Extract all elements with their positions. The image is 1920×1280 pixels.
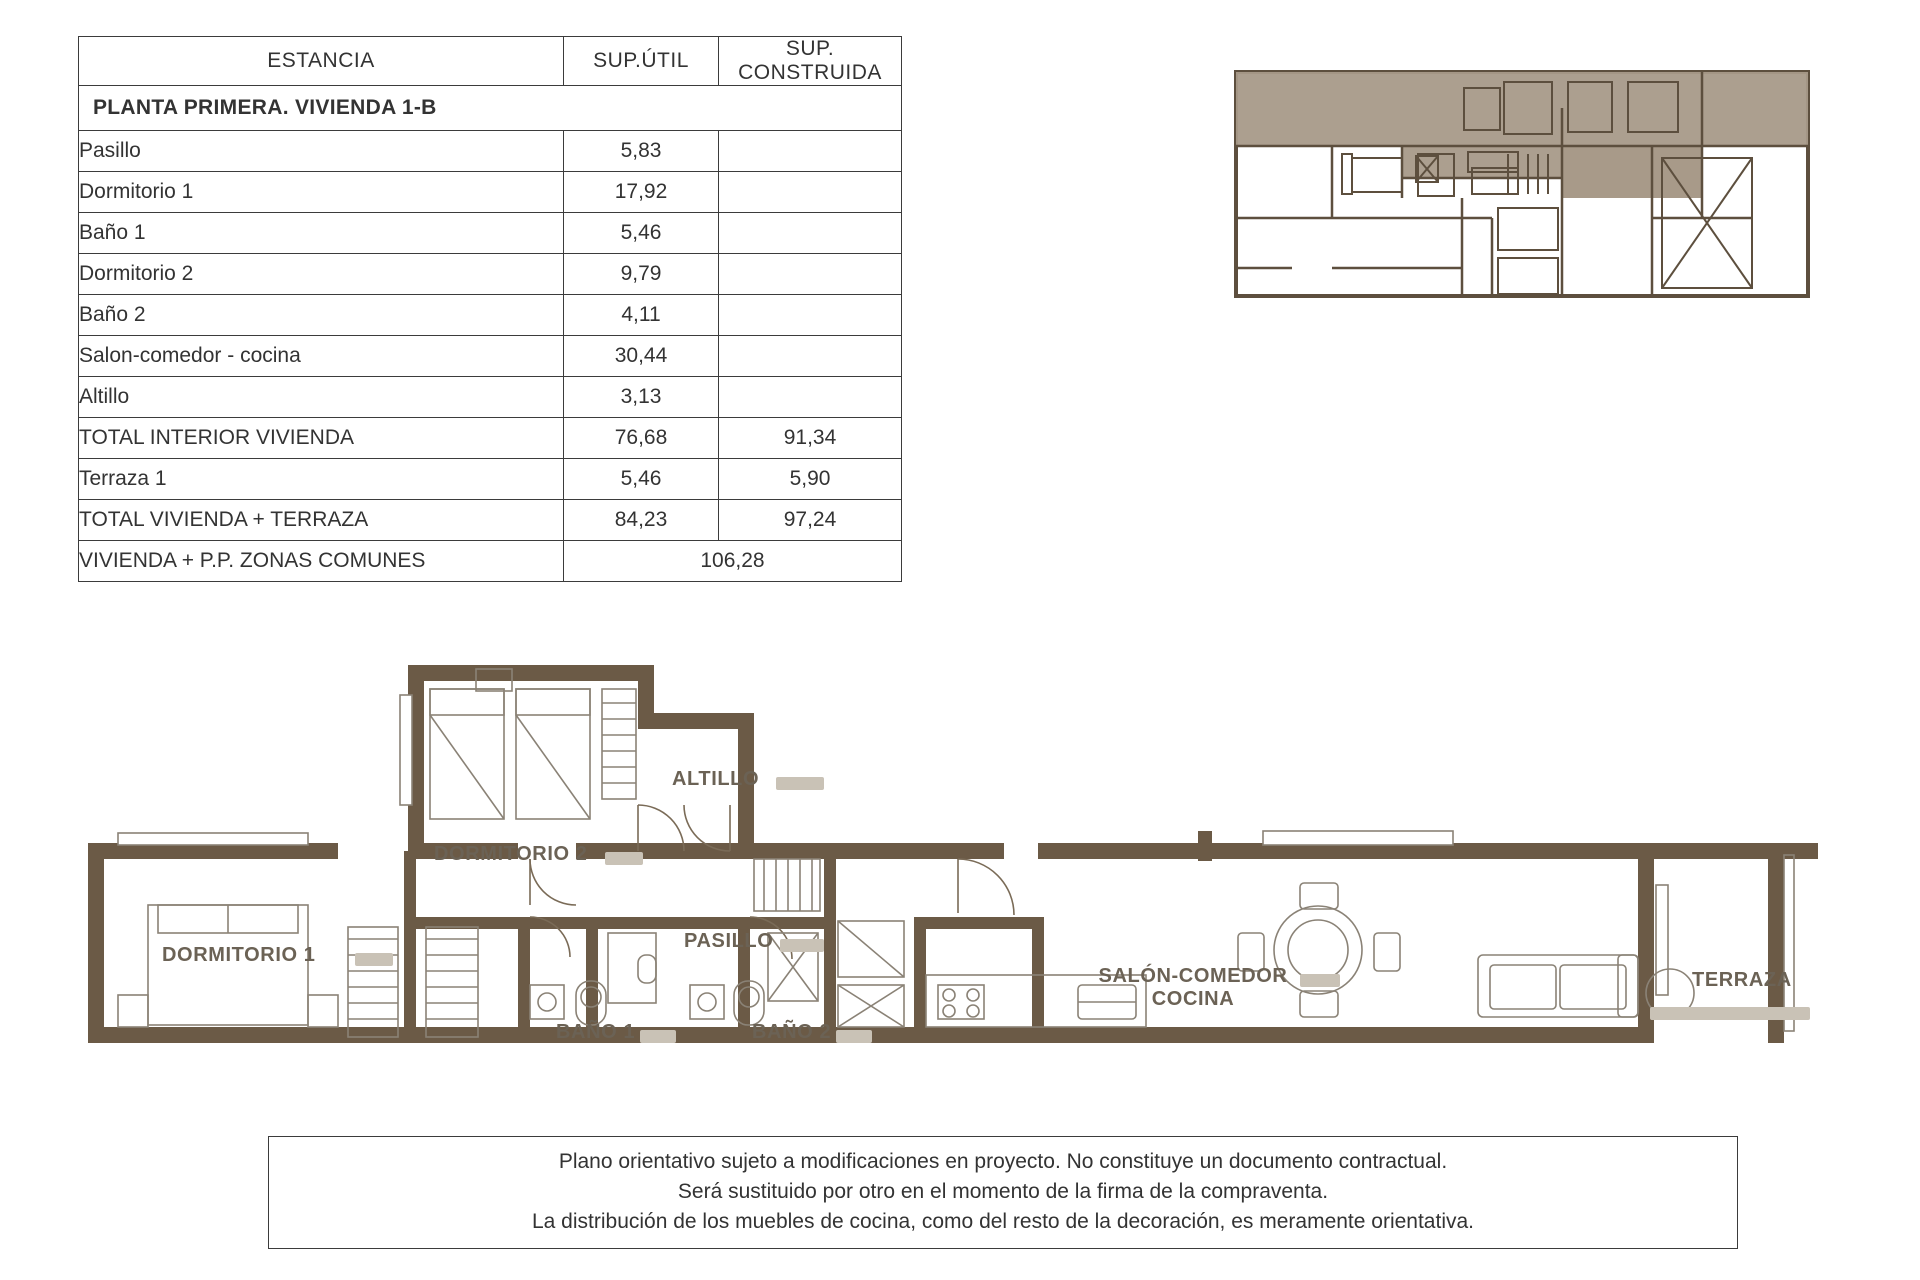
bano-1-text: BAÑO 1 [556,1021,636,1043]
row-sup-util: 4,11 [564,295,719,336]
row-sup-construida: 97,24 [719,500,902,541]
room-label-salon-comedor-cocina [1068,965,1318,1011]
row-sup-util: 17,92 [564,172,719,213]
floor-plan-diagram [78,655,1878,1155]
pasillo-leader [780,939,824,952]
table-header-row [79,37,902,86]
table-row [79,254,902,295]
table-row-zonas-comunes [79,541,902,582]
row-label: Pasillo [79,131,564,172]
key-plan-diagram [1232,68,1812,328]
row-sup-construida [719,295,902,336]
sup-construida-line-2: CONSTRUIDA [738,61,882,85]
row-label: Dormitorio 1 [79,172,564,213]
disclaimer-line-2: Será sustituido por otro en el momento de la firma de la compraventa. [677,1179,1329,1203]
row-sup-util: 76,68 [564,418,719,459]
room-label-dormitorio-1 [162,944,316,967]
row-sup-construida: 91,34 [719,418,902,459]
room-label-bano-1 [556,1021,635,1044]
table-row-total-interior [79,418,902,459]
room-label-pasillo [684,930,773,953]
row-label: Salon-comedor - cocina [79,336,564,377]
altillo-leader [776,777,824,790]
row-sup-construida [719,131,902,172]
salon-line-1: SALÓN-COMEDOR [1098,965,1288,987]
table-row [79,459,902,500]
row-label: Terraza 1 [79,459,564,500]
row-label: Baño 1 [79,213,564,254]
row-sup-construida [719,336,902,377]
column-header-sup-construida [719,37,902,86]
disclaimer-line-3: La distribución de los muebles de cocina, como del resto de la decoración, es meramente orientativa. [531,1209,1475,1233]
row-sup-util: 5,46 [564,213,719,254]
row-label: TOTAL VIVIENDA + TERRAZA [79,500,564,541]
row-sup-util: 30,44 [564,336,719,377]
row-sup-construida [719,254,902,295]
terraza-leader [1650,1007,1810,1020]
row-sup-util: 3,13 [564,377,719,418]
pasillo-text: PASILLO [684,930,774,952]
bano-1-leader [640,1030,676,1043]
row-label: TOTAL INTERIOR VIVIENDA [79,418,564,459]
row-sup-construida [719,213,902,254]
altillo-text: ALTILLO [672,768,760,790]
row-sup-util: 84,23 [564,500,719,541]
dormitorio-1-leader [355,953,393,966]
room-label-dormitorio-2 [434,843,588,866]
sup-construida-line-1: SUP. [785,37,835,60]
column-header-estancia: ESTANCIA [79,37,564,86]
table-row [79,377,902,418]
salon-leader [1300,974,1340,987]
terraza-text: TERRAZA [1692,969,1792,991]
column-header-sup-util: SUP.ÚTIL [564,37,719,86]
room-label-terraza [1692,969,1792,992]
table-row [79,336,902,377]
table-row [79,295,902,336]
table-section-title-row [79,86,902,131]
dormitorio-2-text: DORMITORIO 2 [434,843,588,865]
row-label: Baño 2 [79,295,564,336]
salon-line-2: COCINA [1151,988,1235,1010]
row-sup-util: 5,83 [564,131,719,172]
room-label-altillo [672,768,759,791]
row-total-value: 106,28 [564,541,902,582]
row-sup-util: 5,46 [564,459,719,500]
disclaimer-box [268,1136,1738,1249]
row-sup-construida [719,172,902,213]
disclaimer-line-1: Plano orientativo sujeto a modificaciones en proyecto. No constituye un documento contractual. [558,1150,1448,1173]
row-sup-construida: 5,90 [719,459,902,500]
areas-table [78,36,902,582]
row-label: Altillo [79,377,564,418]
bano-2-leader [836,1030,872,1043]
room-label-bano-2 [752,1021,831,1044]
table-row [79,131,902,172]
table-row [79,213,902,254]
dormitorio-1-text: DORMITORIO 1 [162,944,316,966]
dormitorio-2-leader [605,852,643,865]
bano-2-text: BAÑO 2 [752,1021,832,1043]
row-label: Dormitorio 2 [79,254,564,295]
table-row [79,172,902,213]
row-sup-util: 9,79 [564,254,719,295]
row-sup-construida [719,377,902,418]
row-label: VIVIENDA + P.P. ZONAS COMUNES [79,541,564,582]
table-row-total-terraza [79,500,902,541]
section-title: PLANTA PRIMERA. VIVIENDA 1-B [79,86,902,131]
